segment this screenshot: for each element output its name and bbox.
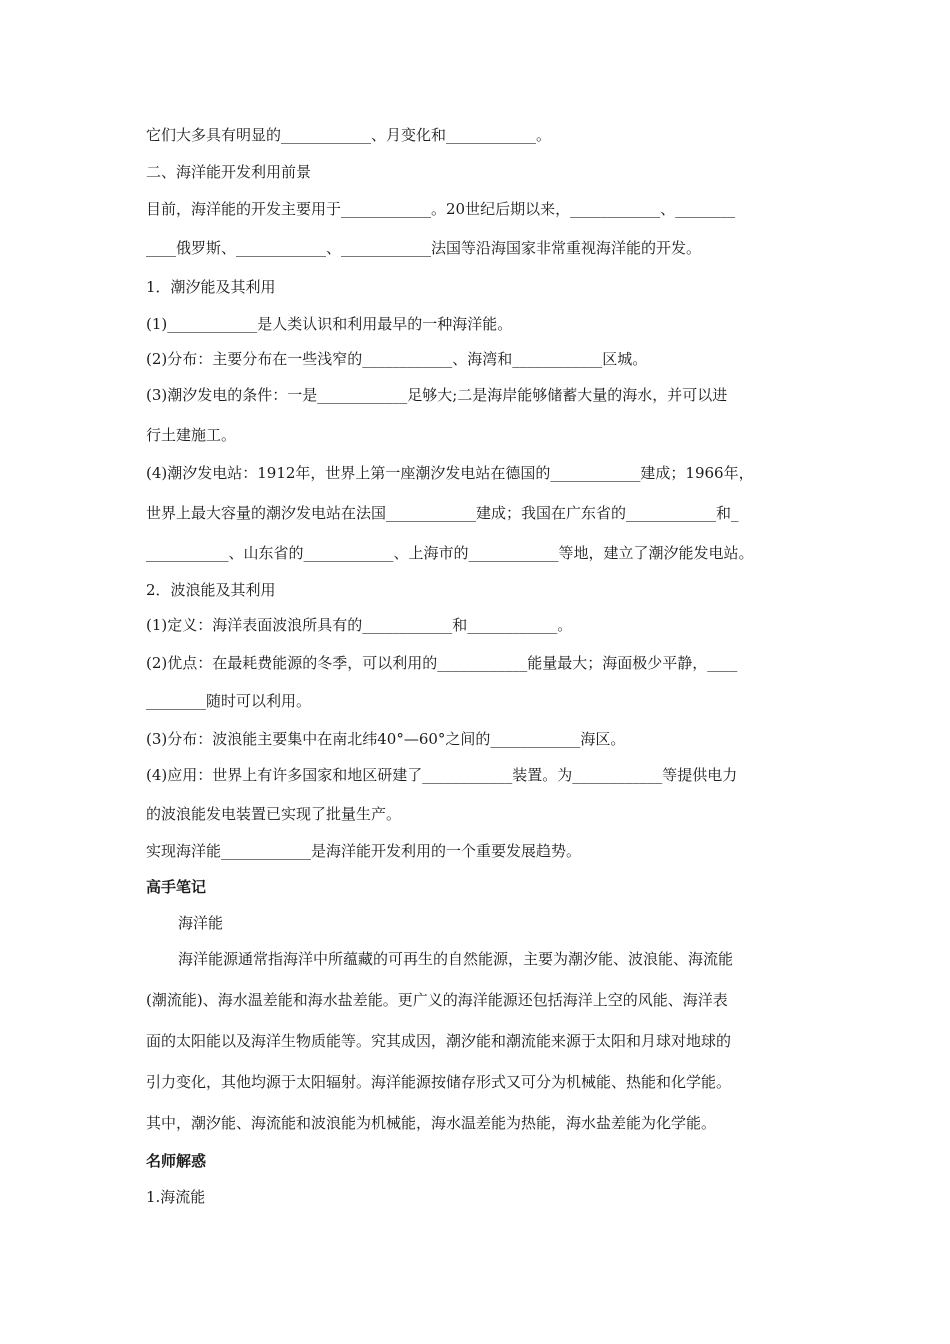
text-line: (1)____________是人类认识和利用最早的一种海洋能。 [146,315,513,333]
subsection-heading: 1．潮汐能及其利用 [146,278,276,296]
qa-heading: 名师解惑 [146,1152,207,1170]
text-line: ___________、山东省的____________、上海市的____________等地，建立了潮汐能发电站。 [146,544,754,562]
paragraph-line: 引力变化，其他均源于太阳辐射。海洋能源按储存形式又可分为机械能、热能和化学能。 [146,1073,732,1091]
text-line: 的波浪能发电装置已实现了批量生产。 [146,805,402,823]
paragraph-line: (潮流能)、海水温差能和海水盐差能。更广义的海洋能源还包括海洋上空的风能、海洋表 [146,991,728,1009]
text-line: 它们大多具有明显的____________、月变化和____________。 [146,126,552,144]
text-line: 1.海流能 [146,1188,206,1206]
text-line: 行土建施工。 [146,426,237,444]
notes-heading: 高手笔记 [146,878,207,896]
text-line: (4)应用：世界上有许多国家和地区研建了____________装置。为____________等提供电力 [146,766,738,784]
section-heading: 二、海洋能开发利用前景 [146,163,312,181]
subsection-heading: 2．波浪能及其利用 [146,581,276,599]
paragraph-line: 面的太阳能以及海洋生物质能等。究其成因，潮汐能和潮流能来源于太阳和月球对地球的 [146,1032,732,1050]
text-line: (2)优点：在最耗费能源的冬季，可以利用的____________能量最大；海面极少平静，____ [146,654,738,672]
text-line: ____俄罗斯、____________、____________法国等沿海国家非常重视海洋能的开发。 [146,239,702,257]
notes-title: 海洋能 [178,914,224,932]
text-line: 实现海洋能____________是海洋能开发利用的一个重要发展趋势。 [146,842,582,860]
paragraph-line: 海洋能源通常指海洋中所蕴藏的可再生的自然能源，主要为潮汐能、波浪能、海流能 [178,950,734,968]
text-line: (3)分布：波浪能主要集中在南北纬40°—60°之间的____________海区。 [146,730,626,748]
text-line: (1)定义：海洋表面波浪所具有的____________和____________。 [146,616,573,634]
text-line: (2)分布：主要分布在一些浅窄的____________、海湾和____________区城。 [146,350,648,368]
text-line: (3)潮汐发电的条件：一是____________足够大;二是海岸能够储蓄大量的海水，并可以进 [146,386,728,404]
text-line: ________随时可以利用。 [146,692,312,710]
text-line: 目前，海洋能的开发主要用于____________。20世纪后期以来，____________、________ [146,200,736,218]
text-line: (4)潮汐发电站：1912年，世界上第一座潮汐发电站在德国的____________建成；1966年， [146,464,754,482]
paragraph-line: 其中，潮汐能、海流能和波浪能为机械能，海水温差能为热能，海水盐差能为化学能。 [146,1114,717,1132]
text-line: 世界上最大容量的潮汐发电站在法国____________建成；我国在广东省的____________和_ [146,504,739,522]
